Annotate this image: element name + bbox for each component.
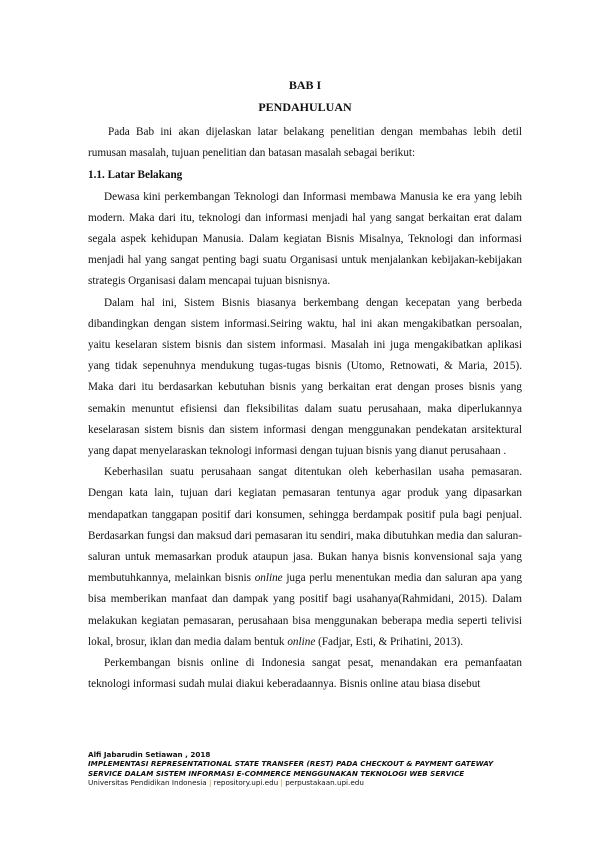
footer-thesis-title-line-1: IMPLEMENTASI REPRESENTATIONAL STATE TRANSFER (REST) PADA CHECKOUT & PAYMENT GATEWAY bbox=[88, 759, 494, 769]
footer-separator: | bbox=[280, 778, 283, 788]
chapter-title: PENDAHULUAN bbox=[258, 100, 352, 114]
footer-separator: | bbox=[208, 778, 212, 788]
paragraph-3-part-a: Keberhasilan suatu perusahaan sangat ditentukan oleh keberhasilan usaha pemasaran. Dengan kata lain, tujuan dari kegiatan pemasaran tentunya agar produk yang dipasarkan mendapatkan tanggapan positif dari konsumen, sehingga berdampak positif pula bagi penjual. Berdasarkan fungsi dan maksud dari pemasaran itu sendiri, maka dibutuhkan media dan saluran-saluran untuk memasarkan produk ataupun jasa. Bukan hanya bisnis konvensional saja yang membutuhkannya, melainkan bisnis bbox=[88, 466, 522, 585]
section-heading: 1.1. Latar Belakang bbox=[88, 169, 183, 182]
paragraph-1: Dewasa kini perkembangan Teknologi dan Informasi membawa Manusia ke era yang lebih modern. Maka dari itu, teknologi dan informasi menjadi hal yang sangat berkaitan erat dalam segala aspek kehidupan Manusia. Dalam kegiatan Bisnis Misalnya, Teknologi dan informasi menjadi hal yang sangat penting bagi suatu Organisasi untuk menjalankan kebijakan-kebijakan strategis Organisasi dalam mencapai tujuan bisnisnya. bbox=[88, 190, 522, 288]
footer-author: Alfi Jabarudin Setiawan , 2018 bbox=[88, 750, 211, 759]
paragraph-3-part-c: (Fadjar, Esti, & Prihatini, 2013). bbox=[318, 635, 464, 648]
page-footer bbox=[88, 750, 528, 788]
paragraph-4: Perkembangan bisnis online di Indonesia sangat pesat, menandakan era pemanfaatan teknologi informasi sudah mulai diakui keberadaannya. Bisnis online atau biasa disebut bbox=[88, 657, 522, 691]
chapter-intro: Pada Bab ini akan dijelaskan latar belakang penelitian dengan membahas lebih detil rumusan masalah, tujuan penelitian dan batasan masalah sebagai berikut: bbox=[88, 126, 522, 160]
paragraph-3 bbox=[88, 462, 522, 653]
paragraph-2: Dalam hal ini, Sistem Bisnis biasanya berkembang dengan kecepatan yang berbeda dibandingkan dengan sistem informasi.Seiring waktu, hal ini akan mengakibatkan persoalan, yaitu keselaran sistem bisnis dan sistem informasi. Masalah ini juga mengakibatkan aplikasi yang tidak sepenuhnya mendukung tugas-tugas bisnis (Utomo, Retnowati, & Maria, 2015). Maka dari itu berdasarkan kebutuhan bisnis yang berkaitan erat dengan proses bisnis yang semakin menuntut efisiensi dan fleksibilitas dalam suatu perusahaan, maka diperlukannya keselarasan sistem bisnis dan sistem informasi dengan menggunakan pendekatan arsitektural yang dapat menyelaraskan teknologi informasi dengan tujuan bisnis yang dianut perusahaan . bbox=[88, 296, 522, 458]
online-term: online bbox=[254, 572, 283, 585]
footer-thesis-title-line-2: SERVICE DALAM SISTEM INFORMASI E-COMMERCE MENGGUNAKAN TEKNOLOGI WEB SERVICE bbox=[88, 768, 465, 778]
footer-repository-link[interactable]: repository.upi.edu bbox=[213, 778, 279, 788]
chapter-number: BAB I bbox=[288, 78, 322, 92]
online-term-2: online bbox=[287, 635, 316, 648]
footer-library-link[interactable]: perpustakaan.upi.edu bbox=[285, 778, 364, 788]
footer-links bbox=[88, 778, 528, 787]
footer-university: Universitas Pendidikan Indonesia bbox=[88, 778, 207, 788]
paragraph-3-part-b: juga perlu menentukan media dan saluran apa yang bisa memberikan manfaat dan dampak yang positif bagi usahanya(Rahmidani, 2015). Dalam melakukan kegiatan pemasaran, perusahaan bisa menggunakan beberapa media seperti telivisi lokal, brosur, iklan dan media dalam bentuk bbox=[88, 572, 523, 648]
page-content bbox=[88, 76, 522, 695]
